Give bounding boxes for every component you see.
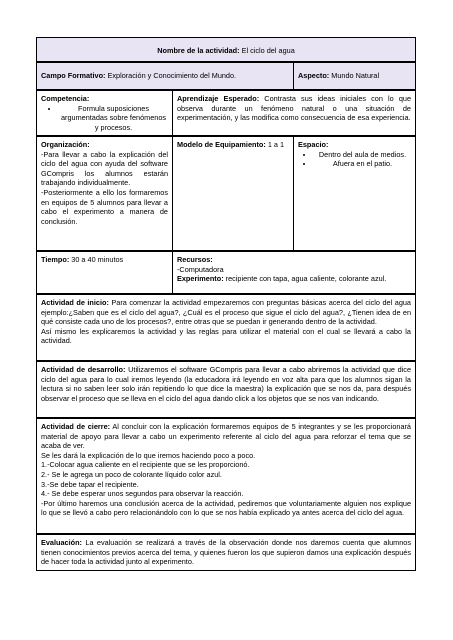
cierre-value: Al concluir con la explicación formaremos equipos de 5 integrantes y se les proporcionará material de apoyo para llevar a cabo un experimento referente al ciclo del agua para reforzar el tema que se acaba de ver. bbox=[41, 422, 411, 451]
campo-formativo-label: Campo Formativo: bbox=[41, 71, 106, 80]
tiempo-value: 30 a 40 minutos bbox=[71, 255, 124, 264]
aspecto-value: Mundo Natural bbox=[331, 71, 380, 80]
cierre-step: 3.-Se debe tapar el recipiente. bbox=[41, 479, 139, 489]
competencia-item: • Formula suposiciones argumentadas sobre fenómenos y procesos. bbox=[59, 104, 168, 133]
organizacion-label: Organización: bbox=[41, 140, 90, 149]
cierre-step: 1.-Colocar agua caliente en el recipiente que se les proporcionó. bbox=[41, 460, 250, 470]
tiempo-label: Tiempo: bbox=[41, 255, 70, 264]
aprendizaje-label: Aprendizaje Esperado: bbox=[177, 94, 260, 103]
inicio-cell bbox=[36, 294, 416, 361]
tiempo-cell bbox=[36, 251, 173, 294]
campo-formativo-value: Exploración y Conocimiento del Mundo. bbox=[107, 71, 237, 80]
recursos-experimento bbox=[177, 274, 411, 284]
competencia-list bbox=[41, 104, 168, 133]
inicio-value: Para comenzar la actividad empezaremos con preguntas básicas acerca del ciclo del agua ejemplo:¿Saben que es el ciclo del agua?, ¿Cuál es el proceso que sigue el ciclo del agua?, ¿Tienen idea de en qué consiste cada uno de los procesos?, entre otras que se puedan ir generando dentro de la actividad. bbox=[41, 298, 411, 327]
experimento-value: recipiente con tapa, agua caliente, colorante azul. bbox=[225, 274, 387, 284]
aprendizaje-cell bbox=[172, 90, 416, 136]
organizacion-line: -Para llevar a cabo la explicación del ciclo del agua con ayuda del software GCompris los alumnos estarán trabajando individualmente. bbox=[41, 149, 168, 188]
experimento-label: Experimento: bbox=[177, 274, 224, 284]
activity-title-label: Nombre de la actividad: bbox=[157, 46, 240, 55]
aspecto-label: Aspecto: bbox=[298, 71, 330, 80]
recursos-cell bbox=[172, 251, 416, 294]
cierre-cell bbox=[36, 418, 416, 534]
competencia-label: Competencia: bbox=[41, 94, 90, 103]
recursos-computadora: -Computadora bbox=[177, 264, 224, 274]
espacio-cell bbox=[293, 136, 416, 251]
modelo-value: 1 a 1 bbox=[267, 140, 285, 149]
activity-title-cell bbox=[36, 37, 416, 62]
competencia-cell bbox=[36, 90, 173, 136]
espacio-list bbox=[298, 150, 411, 169]
organizacion-cell bbox=[36, 136, 173, 251]
espacio-item: • Dentro del aula de medios. bbox=[314, 150, 411, 160]
evaluacion-label: Evaluación: bbox=[41, 538, 82, 547]
organizacion-line: -Posteriormente a ello los formaremos en equipos de 5 alumnos para llevar a cabo el experimento a manera de conclusión. bbox=[41, 187, 168, 226]
activity-title-value: El ciclo del agua bbox=[241, 46, 295, 55]
evaluacion-value: La evaluación se realizará a través de la observación donde nos daremos cuenta que alumnos tienen conocimientos previos acerca del tema, y quienes fueron los que supieron damos una explicación después de hacer toda la actividad junto al experimento. bbox=[41, 538, 411, 567]
recursos-label: Recursos: bbox=[177, 255, 213, 264]
cierre-step: 2.- Se le agrega un poco de colorante líquido color azul. bbox=[41, 469, 222, 479]
desarrollo-cell bbox=[36, 361, 416, 418]
espacio-item: • Afuera en el patio. bbox=[314, 159, 411, 169]
aspecto-cell bbox=[293, 62, 416, 90]
aprendizaje-value: Contrasta sus ideas iniciales con lo que observa durante un fenómeno natural o una situación de experimentación, y las modifica como consecuencia de esa experiencia. bbox=[177, 94, 411, 123]
cierre-label: Actividad de cierre: bbox=[41, 422, 111, 431]
espacio-label: Espacio: bbox=[298, 140, 329, 149]
evaluacion-cell bbox=[36, 534, 416, 571]
cierre-step: Se les dará la explicación de lo que iremos haciendo poco a poco. bbox=[41, 450, 256, 460]
modelo-label: Modelo de Equipamiento: bbox=[177, 140, 266, 149]
campo-formativo-cell bbox=[36, 62, 294, 90]
desarrollo-label: Actividad de desarrollo: bbox=[41, 365, 126, 374]
inicio-label: Actividad de inicio: bbox=[41, 298, 109, 307]
modelo-cell bbox=[172, 136, 294, 251]
desarrollo-value: Utilizaremos el software GCompris para llevar a cabo abriremos la actividad que dice ciclo del agua para lo cual iremos leyendo (la educadora irá leyendo en voz alta para que los alumnos sigan la lectura si no saben leer solo irán repitiendo lo que dice la maestra) la explicación que se nos da, para después observar el proceso que se lleva en el ciclo del agua dando click a los objetos que se nos van indicando. bbox=[41, 365, 412, 403]
cierre-step: 4.- Se debe esperar unos segundos para observar la reacción. bbox=[41, 489, 244, 499]
inicio-value-2: Así mismo les explicaremos la actividad y las reglas para utilizar el material con el cual se llevará a cabo la actividad. bbox=[41, 326, 411, 346]
cierre-conclusion: -Por último haremos una conclusión acerca de la actividad, pediremos que voluntariamente alguien nos explique lo que se llevó a cabo pero relacionándolo con lo que se nos había explicado ya antes acerca del ciclo del agua. bbox=[41, 498, 411, 518]
